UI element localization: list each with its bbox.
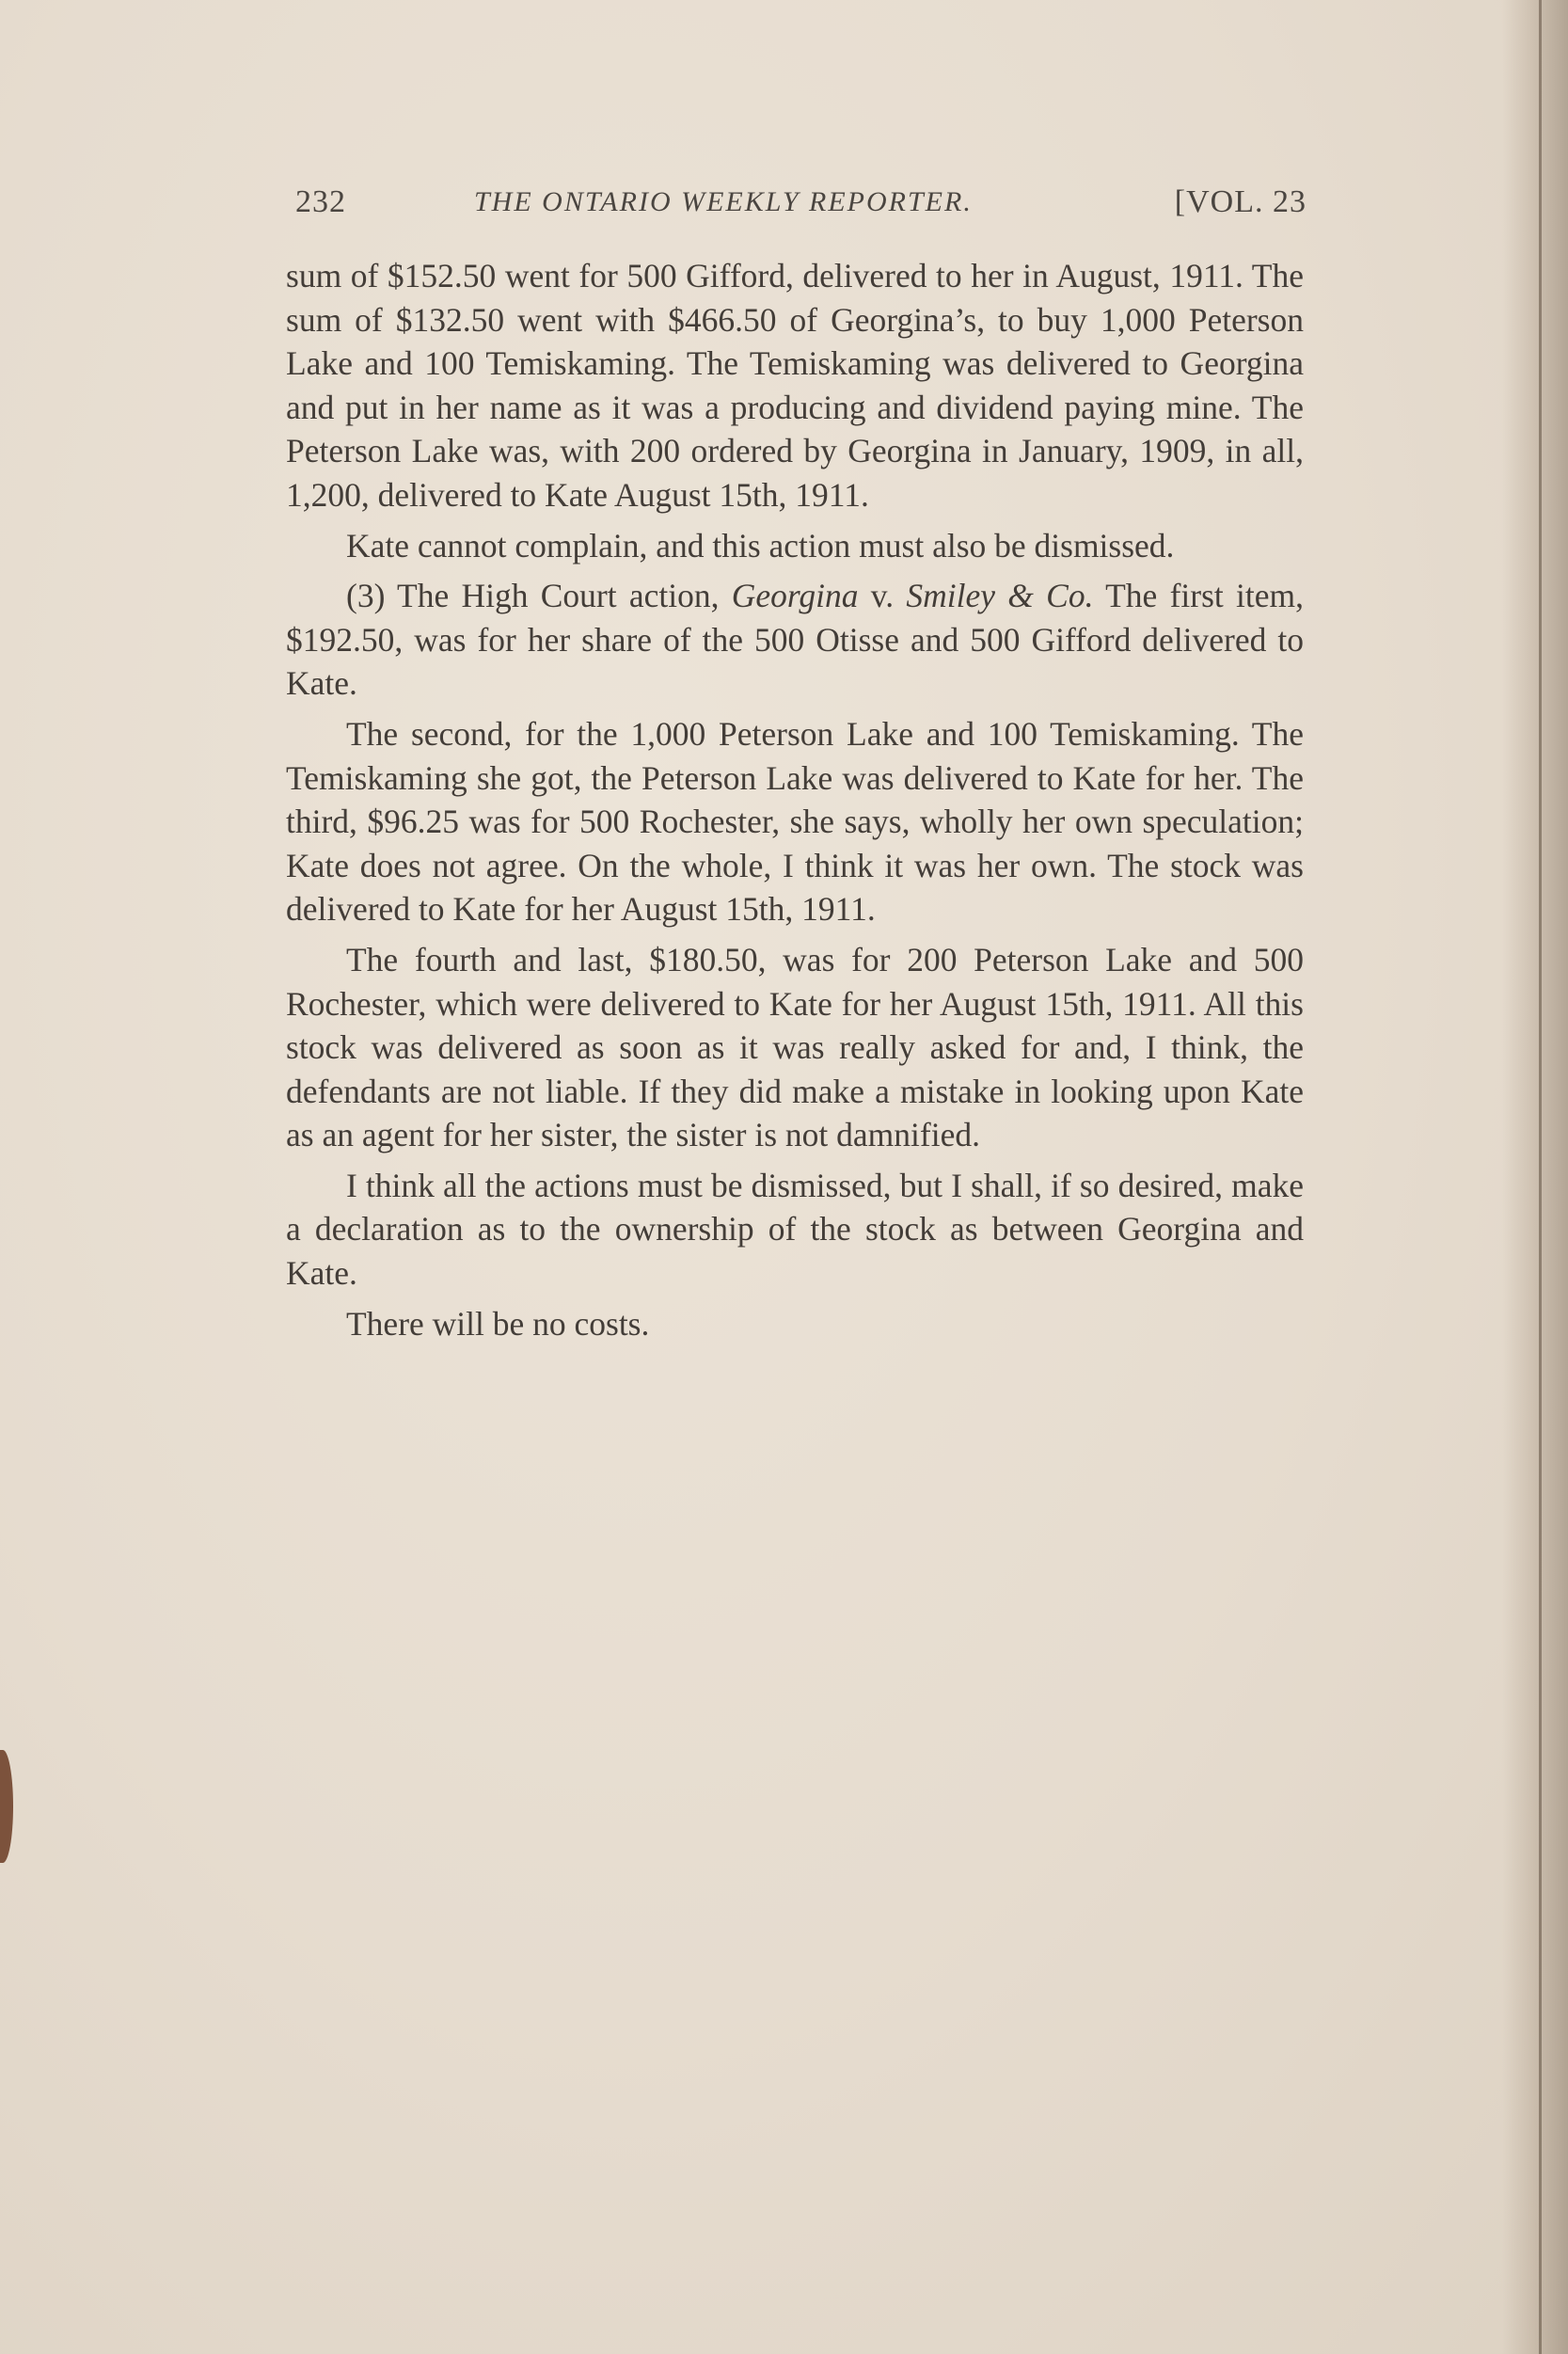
page-edge-stain <box>0 1750 13 1863</box>
running-head <box>295 184 1307 231</box>
page-number: 232 <box>295 184 346 219</box>
volume-label: [VOL. 23 <box>1174 184 1307 219</box>
case-plaintiff: Georgina <box>731 577 859 615</box>
paragraph-conclusion: I think all the actions must be dismissed, but I shall, if so desired, make a declaration as to the ownership of the stock as between Georgina and Kate. <box>286 1166 1304 1293</box>
spine-shadow <box>1502 0 1568 2354</box>
paragraph-continuation: sum of $152.50 went for 500 Gifford, delivered to her in August, 1911. The sum of $132.50 went with $466.50 of Georgina’s, to buy 1,000 Peterson Lake and 100 Temiskaming. The Temiskaming was delivered to Georgina and put in her name as it was a producing and dividend paying mine. The Peterson Lake was, with 200 ordered by Georgina in January, 1909, in all, 1,200, delivered to Kate August 15th, 1911. <box>286 257 1304 514</box>
case-defendant: Smiley & Co. <box>906 577 1094 615</box>
paragraph-rest: The first item, $192.50, was for her share of the 500 Otisse and 500 Gifford delivered to Kate. <box>286 577 1304 703</box>
paragraph-kate-dismissed: Kate cannot complain, and this action must also be dismissed. <box>346 526 1175 565</box>
paragraph-high-court-action <box>286 574 1304 706</box>
paragraph-fourth-item: The fourth and last, $180.50, was for 200 Peterson Lake and 500 Rochester, which were delivered to Kate for her August 15th, 1911. All this stock was delivered as soon as it was really asked for and, I think, the defendants are not liable. If they did make a mistake in looking upon Kate as an agent for her sister, the sister is not damnified. <box>286 940 1304 1154</box>
case-versus: v. <box>858 577 907 615</box>
paragraph-costs: There will be no costs. <box>346 1304 650 1343</box>
spine-edge <box>1539 0 1542 2354</box>
paragraph-lead: (3) The High Court action, <box>346 577 732 615</box>
journal-title: THE ONTARIO WEEKLY REPORTER. <box>474 186 973 217</box>
paragraph-second-item: The second, for the 1,000 Peterson Lake and 100 Temiskaming. The Temiskaming she got, the Peterson Lake was delivered to Kate for her. The third, $96.25 was for 500 Rochester, she says, wholly her own speculation; Kate does not agree. On the whole, I think it was her own. The stock was delivered to Kate for her August 15th, 1911. <box>286 714 1304 929</box>
body-text <box>286 254 1304 1352</box>
